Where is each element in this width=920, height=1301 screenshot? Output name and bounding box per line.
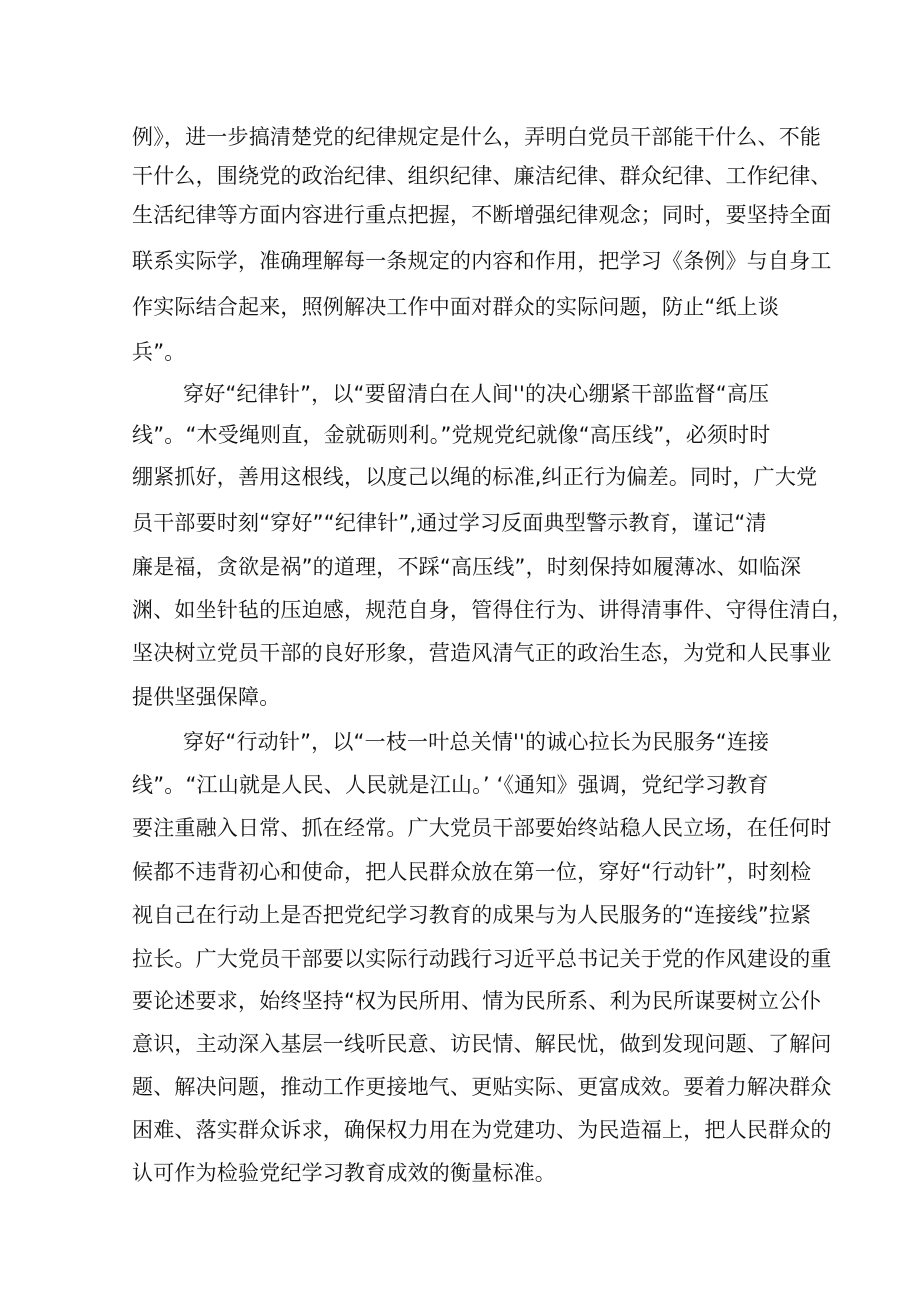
text-line: 视自己在行动上是否把党纪学习教育的成果与为人民服务的“连接线”拉紧 — [132, 903, 812, 927]
text-line: 线”。“木受绳则直，金就砺则利。”党规党纪就像“高压线”，必须时时 — [132, 423, 771, 447]
paragraph-start-line: 穿好“纪律针”，以“要留清白在人间''的决心绷紧干部监督“高压 — [183, 382, 770, 406]
text-line: 线”。“江山就是人民、人民就是江山。’ ‘《通知》强调，党纪学习教育 — [132, 773, 769, 797]
text-line: 候都不违背初心和使命，把人民群众放在第一位，穿好“行动针”，时刻检 — [132, 860, 812, 884]
text-line: 员干部要时刻“穿好”“纪律针”,通过学习反面典型警示教育，谨记“清 — [132, 511, 767, 535]
text-line: 生活纪律等方面内容进行重点把握，不断增强纪律观念；同时，要坚持全面 — [132, 203, 832, 227]
text-line: 渊、如坐针毡的压迫感，规范自身，管得住行为、讲得清事件、守得住清白， — [132, 598, 853, 622]
text-line: 作实际结合起来，照例解决工作中面对群众的实际问题，防止“纸上谈 — [132, 295, 780, 319]
text-line: 题、解决问题，推动工作更接地气、更贴实际、更富成效。要着力解决群众 — [132, 1075, 832, 1099]
text-line: 绷紧抓好，善用这根线，以度己以绳的标准,纠正行为偏差。同时，广大党 — [132, 465, 818, 489]
text-line: 兵”。 — [132, 340, 186, 364]
text-line: 拉长。广大党员干部要以实际行动践行习近平总书记关于党的作风建设的重 — [132, 947, 832, 971]
text-line: 困难、落实群众诉求，确保权力用在为党建功、为民造福上，把人民群众的 — [132, 1118, 832, 1142]
text-line: 坚决树立党员干部的良好形象，营造风清气正的政治生态，为党和人民事业 — [132, 641, 832, 665]
text-line: 例》，进一步搞清楚党的纪律规定是什么，弄明白党员干部能干什么、不能 — [132, 125, 822, 149]
text-line: 要注重融入日常、抓在经常。广大党员干部要始终站稳人民立场，在任何时 — [132, 816, 832, 840]
text-line: 提供坚强保障。 — [132, 685, 281, 709]
text-line: 联系实际学，准确理解每一条规定的内容和作用，把学习《条例》与自身工 — [132, 249, 832, 273]
text-line: 意识，主动深入基层一线听民意、访民情、解民忧，做到发现问题、了解问 — [132, 1032, 832, 1056]
text-line: 干什么，围绕党的政治纪律、组织纪律、廉洁纪律、群众纪律、工作纪律、 — [132, 164, 832, 188]
text-line: 要论述要求，始终坚持“权为民所用、情为民所系、利为民所谋要树立公仆 — [132, 989, 822, 1013]
text-line: 认可作为检验党纪学习教育成效的衡量标准。 — [132, 1161, 556, 1185]
paragraph-start-line: 穿好“行动针”，以“一枝一叶总关情''的诚心拉长为民服务“连接 — [183, 730, 770, 754]
text-line: 廉是福，贪欲是祸”的道理，不踩“高压线”，时刻保持如履薄冰、如临深 — [132, 555, 802, 579]
